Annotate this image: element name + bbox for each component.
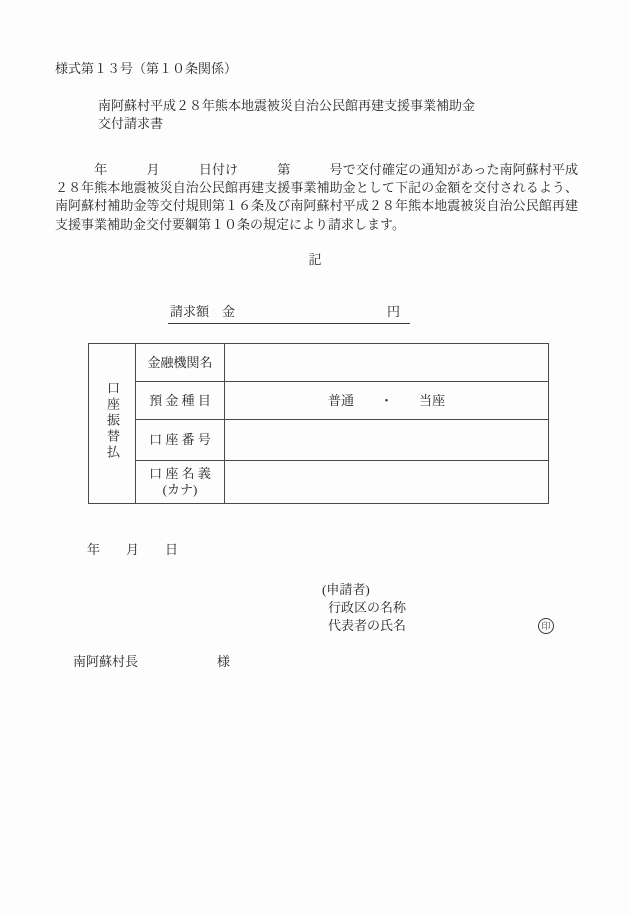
table-row bbox=[89, 461, 549, 504]
account-name-value bbox=[225, 461, 549, 504]
table-row bbox=[89, 382, 549, 420]
financial-institution-value bbox=[225, 344, 549, 382]
deposit-type-label: 預 金 種 目 bbox=[136, 382, 225, 420]
ki-marker: 記 bbox=[308, 252, 322, 267]
bank-account-table bbox=[88, 343, 549, 504]
account-number-value bbox=[225, 420, 549, 461]
amount-label: 請求額 金 bbox=[170, 304, 236, 319]
addressee-name: 南阿蘇村長 bbox=[73, 654, 139, 669]
account-transfer-label: 口座振替払 bbox=[105, 381, 120, 461]
body-paragraph: 年 月 日付け 第 号で交付確定の通知があった南阿蘇村平成２８年熊本地震被災自治公民館再建支援事業補助金として下記の金額を交付されるよう、南阿蘇村補助金等交付規則第１６条及び南阿蘇村平成２８年熊本地震被災自治公民館再建支援事業補助金交付要綱第１０条の規定により請求します。 bbox=[55, 162, 578, 232]
addressee-line bbox=[73, 653, 230, 671]
document-title-block bbox=[98, 97, 475, 133]
account-transfer-group-cell bbox=[89, 344, 136, 504]
amount-unit: 円 bbox=[387, 304, 401, 319]
deposit-type-value: 普通 ・ 当座 bbox=[225, 382, 549, 420]
applicant-heading: (申請者) bbox=[322, 582, 370, 597]
table-row bbox=[89, 420, 549, 461]
account-name-label: 口 座 名 義 (カナ) bbox=[136, 461, 225, 504]
form-number: 様式第１３号（第１０条関係） bbox=[55, 61, 238, 76]
account-number-label: 口 座 番 号 bbox=[136, 420, 225, 461]
district-name-line: 行政区の名称 bbox=[328, 600, 407, 615]
seal-mark: 印 bbox=[538, 618, 554, 634]
addressee-honorific: 様 bbox=[217, 654, 231, 669]
date-line: 年 月 日 bbox=[87, 542, 179, 557]
amount-underline bbox=[168, 303, 410, 324]
representative-name-line: 代表者の氏名 印 bbox=[322, 617, 558, 635]
document-subtitle: 交付請求書 bbox=[98, 116, 164, 131]
table-row bbox=[89, 344, 549, 382]
applicant-section bbox=[322, 581, 558, 635]
amount-line bbox=[168, 303, 410, 324]
document-title: 南阿蘇村平成２８年熊本地震被災自治公民館再建支援事業補助金 bbox=[98, 98, 476, 113]
financial-institution-label: 金融機関名 bbox=[136, 344, 225, 382]
